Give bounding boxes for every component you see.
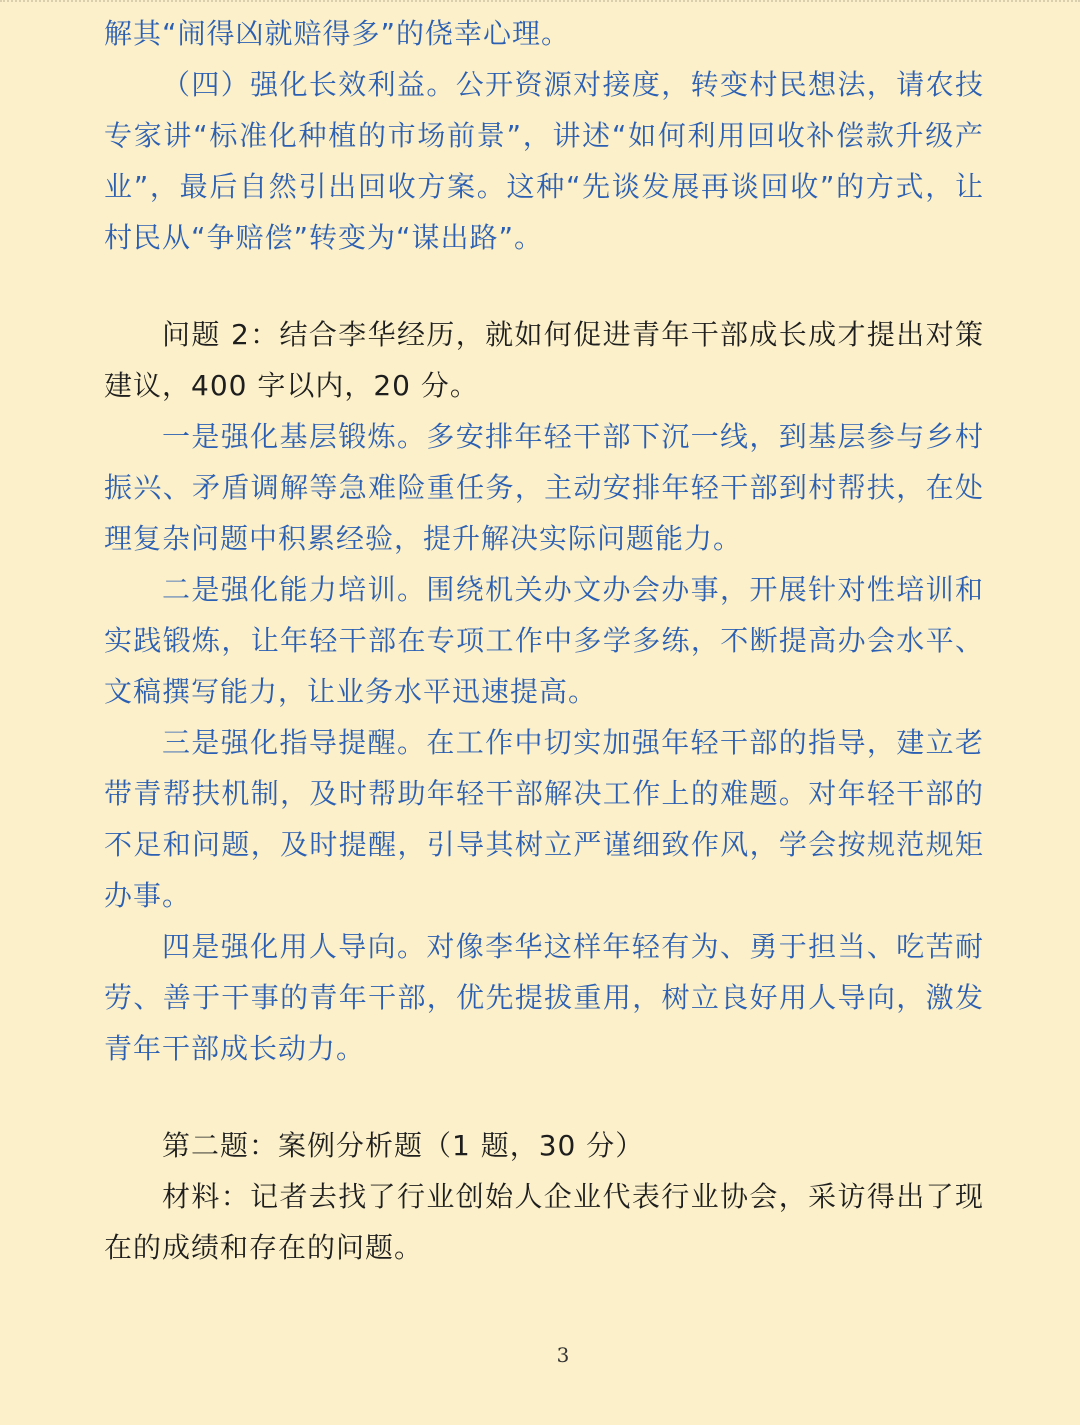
paragraph-spacer (104, 1074, 984, 1120)
answer-continuation-line: 解其“闹得凶就赔得多”的侥幸心理。 (104, 17, 571, 50)
top-divider (0, 0, 1080, 2)
answer-item-3: 三是强化指导提醒。在工作中切实加强年轻干部的指导，建立老带青帮扶机制，及时帮助年轻干部解决工作上的难题。对年轻干部的不足和问题，及时提醒，引导其树立严谨细致作风，学会按规范规矩办事。 (104, 726, 984, 912)
paragraph-spacer (104, 263, 984, 309)
answer-point-four: （四）强化长效利益。公开资源对接度，转变村民想法，请农技专家讲“标准化种植的市场前景”，讲述“如何利用回收补偿款升级产业”，最后自然引出回收方案。这种“先谈发展再谈回收”的方式，让村民从“争赔偿”转变为“谋出路”。 (104, 68, 984, 254)
answer-item-2: 二是强化能力培训。围绕机关办文办会办事，开展针对性培训和实践锻炼，让年轻干部在专项工作中多学多练，不断提高办会水平、文稿撰写能力，让业务水平迅速提高。 (104, 573, 984, 708)
section-2-heading: 第二题：案例分析题（1 题，30 分） (162, 1129, 645, 1162)
page-content (104, 8, 984, 1273)
page-number: 3 (556, 1343, 570, 1367)
section-2-material: 材料：记者去找了行业创始人企业代表行业协会，采访得出了现在的成绩和存在的问题。 (104, 1180, 984, 1264)
question-2-prompt: 问题 2：结合李华经历，就如何促进青年干部成长成才提出对策建议，400 字以内，20 分。 (104, 318, 984, 402)
answer-item-4: 四是强化用人导向。对像李华这样年轻有为、勇于担当、吃苦耐劳、善于干事的青年干部，优先提拔重用，树立良好用人导向，激发青年干部成长动力。 (104, 930, 984, 1065)
answer-item-1: 一是强化基层锻炼。多安排年轻干部下沉一线，到基层参与乡村振兴、矛盾调解等急难险重任务，主动安排年轻干部到村帮扶，在处理复杂问题中积累经验，提升解决实际问题能力。 (104, 420, 984, 555)
